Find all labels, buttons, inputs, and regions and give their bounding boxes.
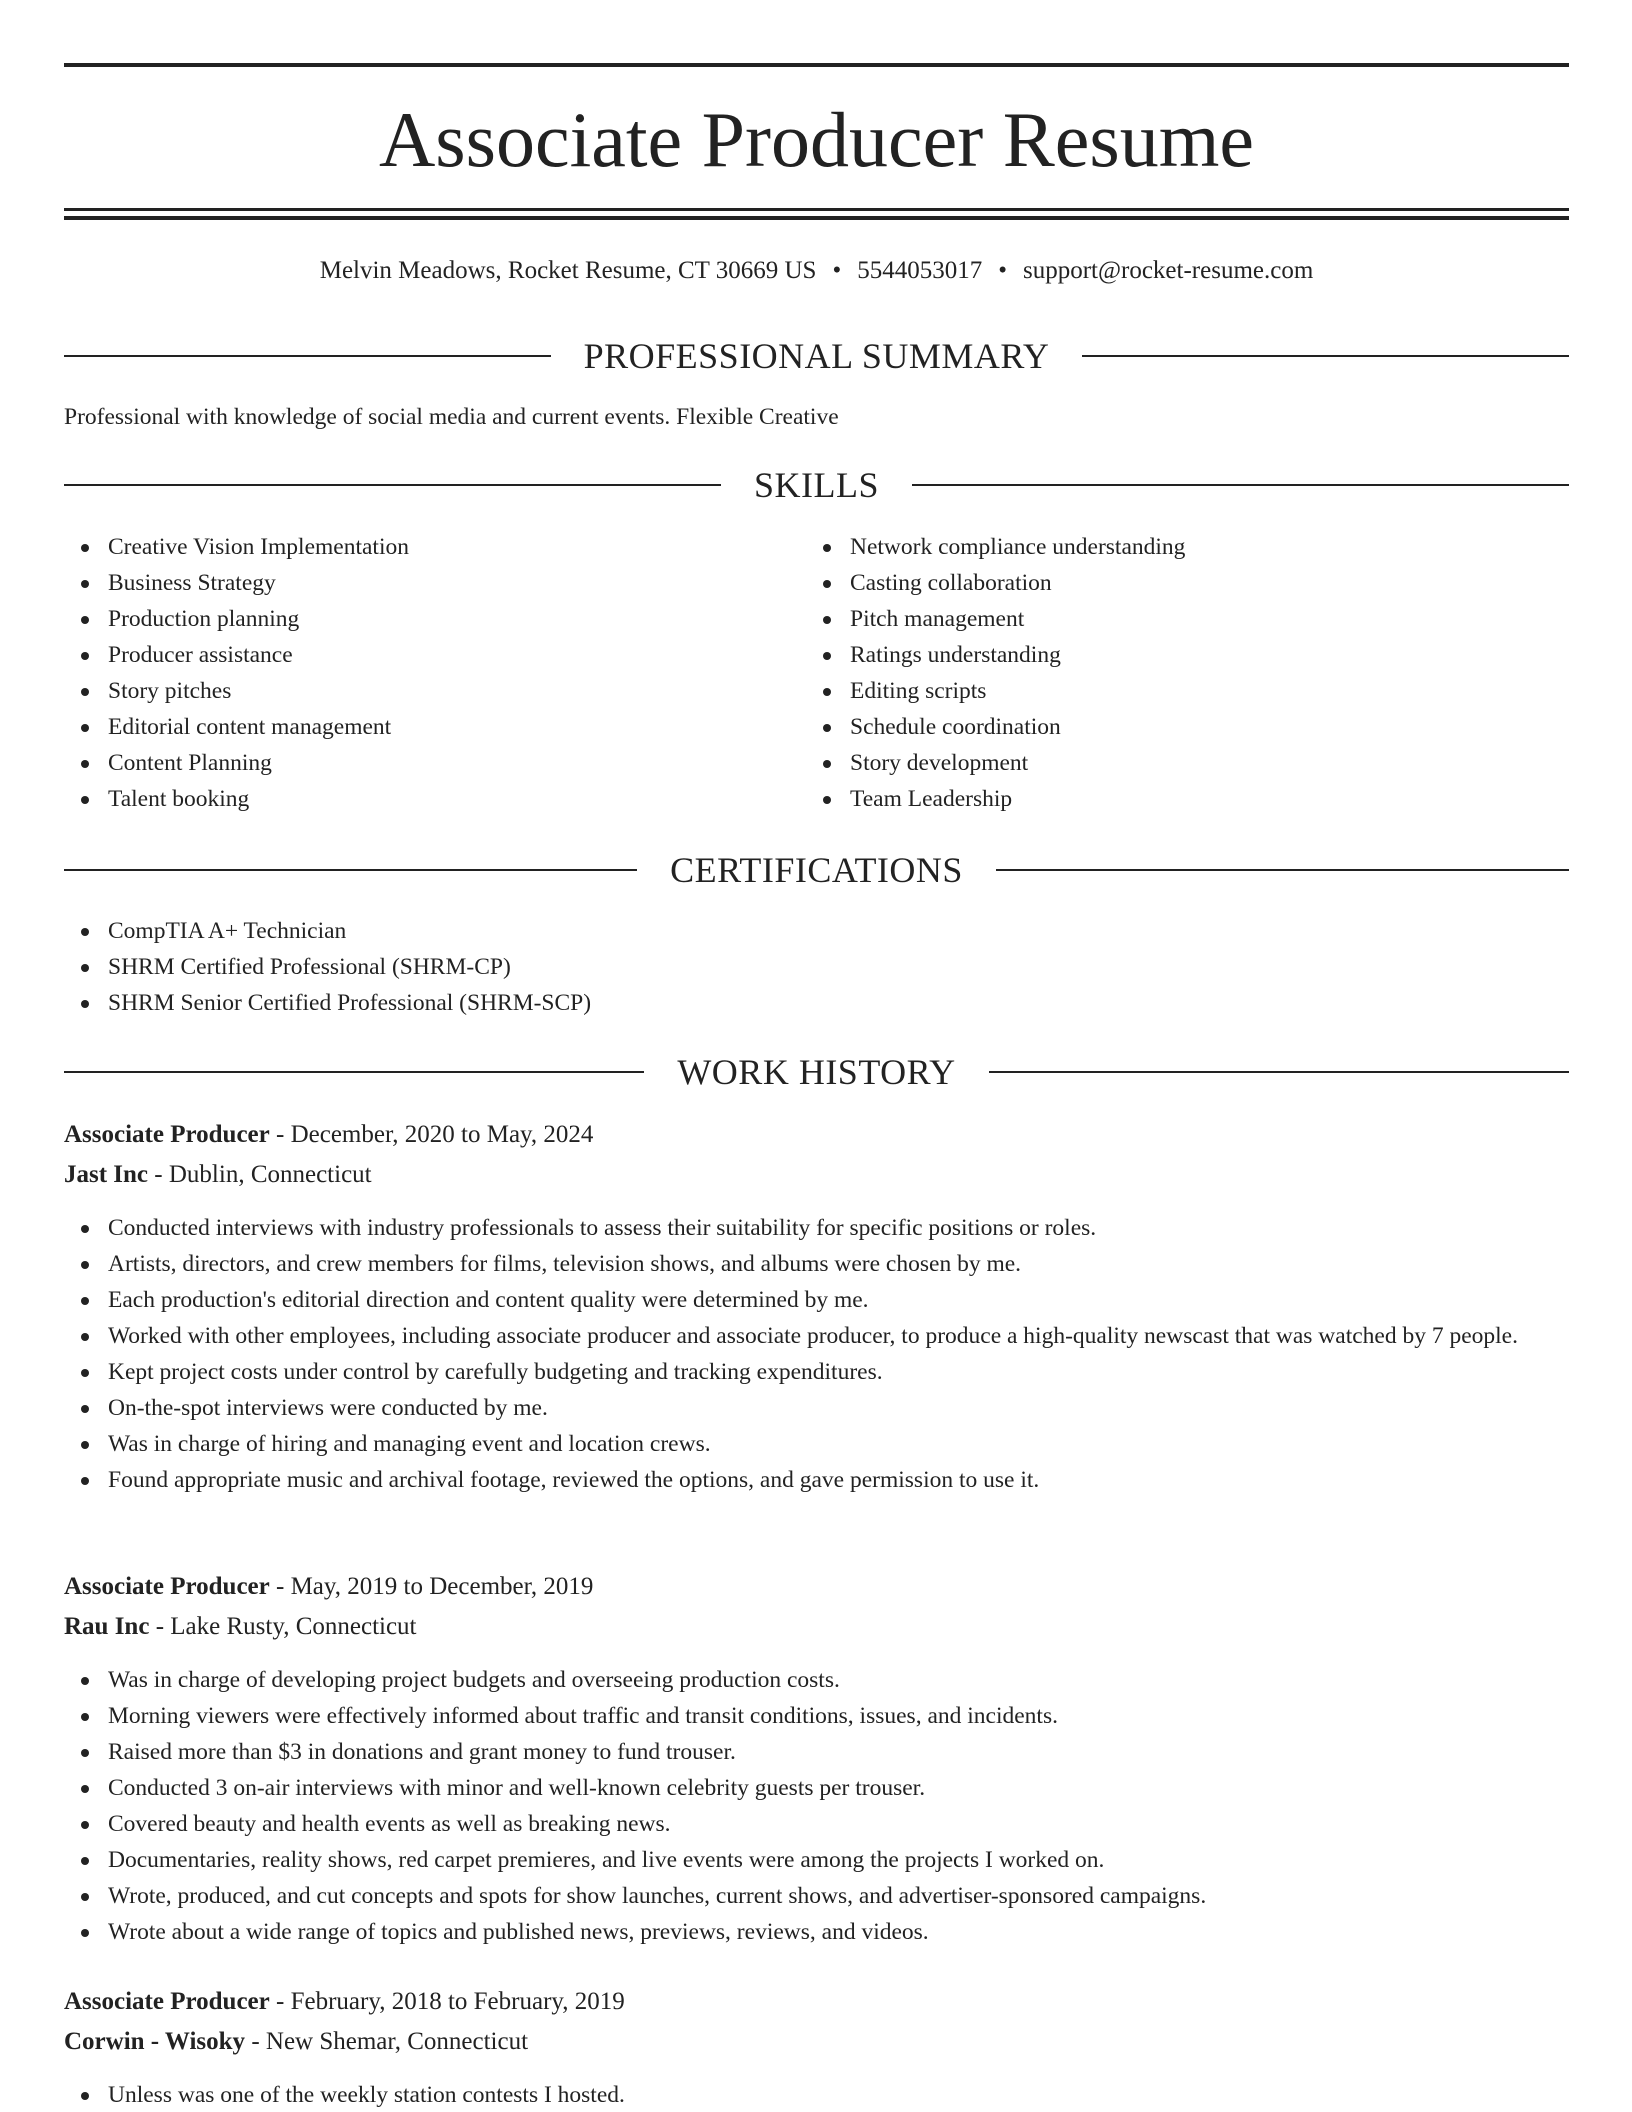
- summary-heading-label: PROFESSIONAL SUMMARY: [583, 336, 1050, 376]
- job-bullet: Was in charge of developing project budgets and overseeing production costs.: [64, 1662, 1569, 1698]
- skill-item: Story pitches: [64, 673, 804, 709]
- heading-rule: [64, 484, 721, 486]
- contact-address: Melvin Meadows, Rocket Resume, CT 30669 US: [319, 257, 817, 284]
- summary-text: Professional with knowledge of social media and current events. Flexible Creative: [64, 404, 839, 430]
- certifications-heading: [64, 848, 1569, 892]
- job-company: Jast Inc: [64, 1161, 149, 1188]
- job-title: Associate Producer: [64, 1988, 270, 2015]
- skills-heading-label: SKILLS: [754, 465, 880, 505]
- job-title-line: [64, 1570, 593, 1604]
- heading-rule: [1082, 355, 1569, 357]
- job-bullet: Conducted 3 on-air interviews with minor and well-known celebrity guests per trouser.: [64, 1770, 1569, 1806]
- skill-item: Team Leadership: [806, 781, 1566, 817]
- contact-line: [64, 254, 1569, 288]
- skill-item: Production planning: [64, 601, 804, 637]
- job-title-line: [64, 1985, 625, 2019]
- top-rule: [64, 63, 1569, 67]
- job-company-line: [64, 1158, 372, 1192]
- skills-heading: [64, 463, 1569, 507]
- contact-separator: •: [998, 257, 1007, 284]
- summary-heading: [64, 334, 1569, 378]
- resume-title: Associate Producer Resume: [378, 96, 1255, 183]
- skills-list-right: [806, 529, 1566, 817]
- job-bullet: Wrote about a wide range of topics and published news, previews, reviews, and videos.: [64, 1914, 1569, 1950]
- job-bullets: [64, 1662, 1569, 1950]
- contact-phone: 5544053017: [857, 257, 983, 284]
- contact-separator: •: [832, 257, 842, 284]
- job-company-line: [64, 2025, 528, 2059]
- job-dates: - December, 2020 to May, 2024: [269, 1121, 594, 1148]
- job-dates: - February, 2018 to February, 2019: [269, 1988, 625, 2015]
- heading-rule: [64, 355, 551, 357]
- job-company: Rau Inc: [64, 1613, 150, 1640]
- certification-item: SHRM Senior Certified Professional (SHRM-SCP): [64, 985, 1569, 1021]
- certifications-list: [64, 913, 1569, 1021]
- skill-item: Ratings understanding: [806, 637, 1566, 673]
- job-title: Associate Producer: [64, 1121, 270, 1148]
- job-bullet: Each production's editorial direction and content quality were determined by me.: [64, 1282, 1569, 1318]
- skill-item: Creative Vision Implementation: [64, 529, 804, 565]
- skill-item: Producer assistance: [64, 637, 804, 673]
- skill-item: Editing scripts: [806, 673, 1566, 709]
- skill-item: Casting collaboration: [806, 565, 1566, 601]
- job-company: Corwin - Wisoky: [64, 2028, 246, 2055]
- certifications-heading-label: CERTIFICATIONS: [670, 850, 963, 890]
- certification-item: CompTIA A+ Technician: [64, 913, 1569, 949]
- contact-email: support@rocket-resume.com: [1022, 257, 1314, 284]
- job-bullet: Found appropriate music and archival footage, reviewed the options, and gave permission to use it.: [64, 1462, 1569, 1498]
- heading-rule: [989, 1071, 1569, 1073]
- skill-item: Network compliance understanding: [806, 529, 1566, 565]
- work-history-heading: [64, 1050, 1569, 1094]
- certification-item: SHRM Certified Professional (SHRM-CP): [64, 949, 1569, 985]
- job-bullet: Morning viewers were effectively informed about traffic and transit conditions, issues, and incidents.: [64, 1698, 1569, 1734]
- heading-rule: [912, 484, 1569, 486]
- job-bullet: Documentaries, reality shows, red carpet premieres, and live events were among the projects I worked on.: [64, 1842, 1569, 1878]
- work-history-heading-label: WORK HISTORY: [677, 1052, 956, 1092]
- skill-item: Schedule coordination: [806, 709, 1566, 745]
- job-title-line: [64, 1118, 593, 1152]
- skills-list-left: [64, 529, 804, 817]
- heading-rule: [64, 869, 637, 871]
- heading-rule: [64, 1071, 644, 1073]
- job-bullets: [64, 2077, 1569, 2112]
- heading-rule: [996, 869, 1569, 871]
- job-bullet: Wrote, produced, and cut concepts and spots for show launches, current shows, and advertiser-sponsored campaigns.: [64, 1878, 1569, 1914]
- skill-item: Business Strategy: [64, 565, 804, 601]
- job-bullet: Unless was one of the weekly station contests I hosted.: [64, 2077, 1569, 2112]
- job-bullet: Conducted interviews with industry professionals to assess their suitability for specific positions or roles.: [64, 1210, 1569, 1246]
- job-bullet: Kept project costs under control by carefully budgeting and tracking expenditures.: [64, 1354, 1569, 1390]
- job-bullet: Worked with other employees, including associate producer and associate producer, to produce a high-quality newscast that was watched by 7 people.: [64, 1318, 1569, 1354]
- job-company-line: [64, 1610, 417, 1644]
- double-rule: [64, 208, 1569, 220]
- skill-item: Pitch management: [806, 601, 1566, 637]
- job-bullet: Raised more than $3 in donations and grant money to fund trouser.: [64, 1734, 1569, 1770]
- skill-item: Story development: [806, 745, 1566, 781]
- job-bullet: Was in charge of hiring and managing event and location crews.: [64, 1426, 1569, 1462]
- skill-item: Talent booking: [64, 781, 804, 817]
- job-bullet: On-the-spot interviews were conducted by me.: [64, 1390, 1569, 1426]
- job-location: - Dublin, Connecticut: [148, 1161, 372, 1188]
- skill-item: Editorial content management: [64, 709, 804, 745]
- job-bullet: Covered beauty and health events as well as breaking news.: [64, 1806, 1569, 1842]
- job-location: - New Shemar, Connecticut: [245, 2028, 529, 2055]
- job-dates: - May, 2019 to December, 2019: [269, 1573, 594, 1600]
- job-bullets: [64, 1210, 1569, 1498]
- job-location: - Lake Rusty, Connecticut: [149, 1613, 417, 1640]
- job-title: Associate Producer: [64, 1573, 270, 1600]
- skill-item: Content Planning: [64, 745, 804, 781]
- job-bullet: Artists, directors, and crew members for films, television shows, and albums were chosen by me.: [64, 1246, 1569, 1282]
